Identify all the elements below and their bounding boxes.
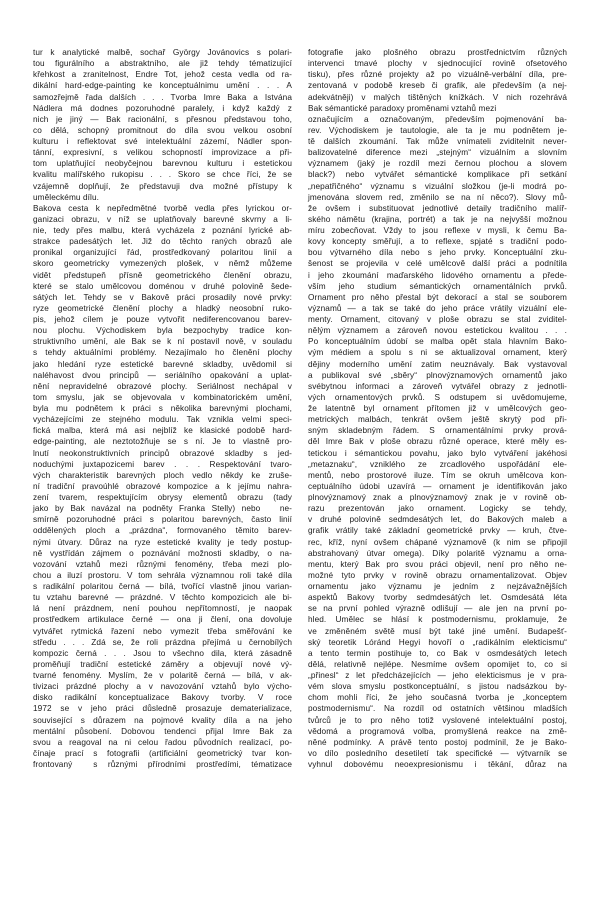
text-line: mentu, který Bak pro svou práci objevil, není pro něho ne- (308, 559, 567, 569)
text-line: jmenována slovem red, změnilo se na ní něco?). Slovy mů- (308, 192, 567, 202)
text-line: ní tradiční pravoúhlé obrazové kompozice a k jejímu nahra- (33, 481, 292, 491)
text-line: adekvátněji) v malých tištěných knížkách. V nich rozehrává (308, 92, 567, 102)
text-line: ve změněném světě musí být také jiné umění. Budapešť- (308, 626, 567, 636)
text-line: šenost se projevila v celé umělcově další práci a podnítila (308, 259, 567, 269)
text-line: vším jeho studium sémantických ornamentálních prvků. (308, 281, 567, 291)
text-line: které se stalo umělcovou doménou v druhé polovině šede- (33, 281, 292, 291)
text-line: chom mohli říci, že jeho současná tvorba je „konceptem (308, 693, 567, 703)
two-column-text-body (33, 47, 568, 770)
text-line: aspektů Bakovy tvorby sedmdesátých let. Osmdesátá léta (308, 593, 567, 603)
text-line: vidět předstupeň přísně geometrického členění obrazu, (33, 270, 292, 280)
text-line: Ornament pro něho přestal být dekorací a stal se souborem (308, 292, 567, 302)
text-line: oddělených ploch a „prázdna“, formovaného těmito barev- (33, 526, 292, 536)
text-line: dikální hard-edge-painting ke konceptuálnimu umění . . . A (33, 81, 292, 91)
text-line: tě dalších zkoumání. Tak může vnímateli zviditelnit never- (308, 137, 567, 146)
text-line: vých charakteristik barevných ploch vedlo někdy ke zruše- (33, 470, 292, 480)
text-line: kulturu i reflektovat své intelektuální zázemí, Nádler spon- (33, 137, 292, 146)
text-line: vycházejícími ze stejného modulu. Tak vznikla velmi speci- (33, 415, 292, 425)
text-column-left (33, 47, 292, 770)
text-line: ryze geometrické členění plochy a hladký neosobní ruko- (33, 303, 292, 313)
text-line: nich je jiný — Bak racionální, s přesnou představou toho, (33, 114, 292, 124)
text-line: významů — a tak se také do jeho práce vrátily vizuální ele- (308, 303, 567, 313)
text-line: kompozic černá . . . Jsou to všechno dila, která zásadně (33, 648, 292, 658)
text-line: ceptuálního údobi uzavírá — ornament je identifikován jako (308, 481, 567, 491)
text-line: edge-painting, ale neztotožňuje se s ní. Je to vlastně pro- (33, 437, 292, 447)
text-line: postmodernismu“. Na rozdíl od ostatních většinou mladších (308, 704, 567, 714)
text-line: rec, kříž, nyní ovšem chápané významově (k nim se připojil (308, 537, 567, 547)
text-line: hled. Umělec se hlásí k postmodernismu, proklamuje, že (308, 615, 567, 625)
text-line: pronikal organizující řád, prostředkovaný polaritou linií a (33, 248, 292, 258)
text-line: tivizaci prázdné plochy a v navozování vztahů bylo výcho- (33, 682, 292, 692)
text-line: noduchými juxtapozicemi barev . . . Respektování tvaro- (33, 459, 292, 469)
text-line: významem (jaký je rozdíl mezi černou plochou a slovem (308, 159, 567, 169)
text-line: „metaznaku“, vzniklého ze zrcadlového uspořádání ele- (308, 459, 567, 469)
text-line: razu prezentován jako ornament. Logicky se tehdy, (308, 504, 567, 514)
text-line: 1972 se v jeho práci důsledně prosazuje dematerializace, (33, 704, 292, 714)
text-line: ornamentu jako významu je jedním z nejzávažnějších (308, 582, 567, 591)
text-line: vytvářet rytmická řazení nebo vymezit třeba směřování ke (33, 626, 292, 636)
text-line: Bakova cesta k nepředmětné tvorbě vedla přes lyrickou or- (33, 203, 292, 213)
text-line: „přinesl“ z let předcházejících — jeho elekticismus je v pra- (308, 671, 567, 680)
text-line: i jeho zkoumání maďarského lidového ornamentu a přede- (308, 270, 567, 280)
text-line: pis, jehož cílem je pouze vytvořit nediferencovanou barev- (33, 315, 292, 324)
text-line: vědomá a programová volba, promyšlená reakce na změ- (308, 726, 567, 736)
text-line: jako hledání ryze estetické barevné skladby, uvědomil si (33, 359, 292, 369)
text-line: disko radikální konceptualizace Bakovy tvorby. V roce (33, 693, 292, 703)
text-line: lnutí neokonstruktivních principů obrazové skladby s jed- (33, 448, 292, 458)
text-line: související s důrazem na pojmové kvality díla a na jeho (33, 715, 292, 725)
text-line: lá není prázdnem, není pouhou nepřítomností, je naopak (33, 604, 292, 614)
text-line: ně vystřídán zájmem o poznávání možnosti skladby, o na- (33, 548, 292, 558)
text-line: tetickou i sémantickou povahu, jako bylo vytváření jakéhosi (308, 448, 567, 458)
text-line: s radikální polaritou černá — bílá, tvořící vlastně jinou varian- (33, 582, 292, 591)
text-line: naléhavost dvou principů — seriálního opakování a uplat- (33, 370, 292, 380)
text-line: jako by Bak navázal na podněty Franka Stelly) nebo ne- (33, 504, 292, 514)
text-line: vzájemně doplňují, že představuji dva možné přístupy k (33, 181, 292, 191)
text-line: děl Imre Bak v ploše obrazu různé operace, které měly es- (308, 437, 567, 447)
text-line: ského námětu (krajina, portrét) a tak je na nejvyšší možnou (308, 214, 567, 224)
text-line: vých ornamentových prvků. S odstupem si uvědomujeme, (308, 392, 567, 402)
text-line: že ovšem i substituovat jednotlivé detaily tradičního malíř- (308, 203, 567, 213)
text-line: tom smyslu, jak se objevovala v kombinatorickém umění, (33, 392, 292, 402)
text-line: zentovaná v podobě kreseb či grafik, ale především (a nej- (308, 81, 567, 91)
text-line: ganizaci obrazu, v níž se uplatňovaly barevné skvrny a li- (33, 214, 292, 224)
text-line: míru zobecňovat. Vždy to jsou reflexe v mysli, k čemu Ba- (308, 226, 567, 235)
text-line: středu . . . Zdá se, že roli prázdna přejímá u černobílých (33, 637, 292, 647)
text-line: sátých let. Tehdy se v Bakově práci prosadily nové prvky: (33, 292, 292, 302)
text-line: fotografie jako plošného obrazu prostřednictvím různých (308, 48, 567, 57)
text-line: tánní, expresivní, s velikou schopností improvizace a při- (33, 148, 292, 158)
text-line: prostředkem artikulace černé — ona ji člení, ona dovoluje (33, 615, 292, 625)
text-line: proměňují tradiční estetické záměry a objevují nové vý- (33, 659, 292, 669)
text-line: rev. Východiskem je tautologie, ale ta je mu podnětem je- (308, 125, 567, 135)
text-line: Po konceptuálním údobí se malba opět stala hlavním Bako- (308, 337, 567, 347)
text-line: kvalitu malířského rukopisu . . . Skoro se chce říci, že se (33, 170, 292, 180)
text-line: byla mu podnětem k práci s několika barevnými plochami, (33, 404, 292, 413)
text-line: svébytnou informaci a zároveň vytvářel obrazy z jednotli- (308, 381, 567, 391)
text-line: samozřejmě řada dalších . . . Tvorba Imre Baka a Istvána (33, 92, 292, 102)
text-line: tu vztahu barevné — prázdné. V těchto kompozicich ale bi- (33, 593, 292, 603)
text-line: s tehdy aktuálními problémy. Nezajímalo ho členění plochy (33, 348, 292, 358)
text-line: tom uplatňující neobyčejnou barevnou kulturu i estetickou (33, 159, 292, 169)
text-line: frontovaný s různými přírodními prostředími, tématizace (33, 760, 292, 769)
text-line: dějiny moderního umění zatim neuznávaly. Bak vystavoval (308, 359, 567, 369)
text-line: vo dílo posledního desetiletí tak specifické — výtvarník se (308, 748, 567, 758)
text-line: menty. Ornament, citovaný v ploše obrazu se stal zviditel- (308, 315, 567, 324)
text-line: vozování vztahů mezi různými fenomény, třeba mezi plo- (33, 559, 292, 569)
text-line: nie, tedy přes malbu, která vycházela z poznání lyrické ab- (33, 226, 292, 235)
text-line: black?) nebo vytvářet sémantické komplikace při setkání (308, 170, 567, 180)
text-line: nění nepravidelné obrazové plochy. Seriálnost nechápal v (33, 381, 292, 391)
text-line: mentů, nebo prostorové iluze. Tím se okruh umělcova kon- (308, 470, 567, 480)
text-line: smírně pozoruhodné práci s polaritou barevných, často linií (33, 515, 292, 525)
text-line: zení tvarem, respektujícím obrysy elementů obrazu (tady (33, 493, 292, 502)
text-line: označujícím a označovaným, především pojmenování ba- (308, 114, 567, 124)
text-line: Bak sémantické paradoxy proměnami vztahů mezi (308, 103, 497, 113)
text-line: bou výtvarného díla nebo s jeho prvky. Konceptuální zku- (308, 248, 567, 258)
text-line: mentální působení. Dobovou tendenci přijal Imre Bak za (33, 726, 292, 736)
text-line: se na první pohled výrazně odlišují — ale jen na první po- (308, 604, 567, 614)
text-line: „nepatřičného“ významu s vizuální složkou (je-li modrá po- (308, 181, 567, 191)
text-line: sným skladebným řádem. S ornamentálními prvky prová- (308, 426, 567, 436)
text-line: vyhnul dobovému neoexpresionismu i těkání, důraz na (308, 760, 567, 769)
text-line: dělá, relativně nejlépe. Nesmíme ovšem opomijet to, co si (308, 659, 567, 669)
text-line: kovy koncepty směřují, a to reflexe, spjaté s tradiční podo- (308, 237, 567, 247)
text-line: tisku), přes různé projekty až po vizuálně-verbální díla, pre- (308, 70, 567, 80)
text-line: něné podmínky. A právě tento postoj podmínil, že je Bako- (308, 737, 567, 747)
text-column-right (308, 47, 567, 770)
text-line: metrických malbách, tenkrát ovšem ještě skrytý pod při- (308, 415, 567, 425)
text-line: fická malba, která má asi nejblíž ke klasické podobě hard- (33, 426, 292, 436)
text-line: tou figurálního a abstraktního, ale již tehdy tématizující (33, 59, 292, 69)
text-line: grafik vrátily také základní geometrické prvky — kruh, čtve- (308, 526, 567, 536)
text-line: křehkost a zranitelnost, Endre Tot, jehož cesta vedla od ra- (33, 70, 292, 80)
text-line: nou plochu. Východiskem byla bezpochyby tradice kon- (33, 326, 292, 336)
text-line: a tento termin postihuje to, co Bak v osmdesátých letech (308, 648, 567, 658)
text-line: že latentně byl ornament přítomen již v umělcových geo- (308, 404, 567, 413)
text-line: vým médiem a spolu s ni se aktualizoval ornament, který (308, 348, 567, 358)
text-line: možné tyto prvky v rovině obrazu ornamentalizovat. Objev (308, 570, 567, 580)
text-line: struktivního umění, ale Bak se k ní postavil nově, v souladu (33, 337, 292, 347)
text-line: co dělá, schopný promitnout do díla svou velkou osobní (33, 125, 292, 135)
text-line: vém slova smyslu postkonceptuální, s jistou nadsázkou by- (308, 682, 567, 692)
body-text-right (308, 47, 567, 770)
text-line: uměleckému dílu. (33, 192, 100, 202)
text-line: a publikoval své „sběry“ plnovýznamových ornamentů jako (308, 370, 567, 380)
text-line: chou a iluzí prostoru. V tom sehrála významnou roli také díla (33, 570, 292, 580)
text-line: abstrahovaný útvar omega). Díky polaritě významu a orna- (308, 548, 567, 558)
text-line: tvůrců je to pro něho totiž vyslovené intelektuální postoj, (308, 715, 567, 725)
text-line: intervenci tmavé plochy v sjednocující rovině ofsetového (308, 59, 567, 69)
text-line: tur k analytické malbě, sochař György Jovánovics s polari- (33, 48, 292, 57)
text-line: balizovatelné diference mezi „stejným“ vizuálním a slovním (308, 148, 567, 158)
text-line: skoro geometricky vymezených plošek, v němž můžeme (33, 259, 292, 269)
text-line: nělým významem a zároveň novou estetickou kvalitou . . . (308, 326, 567, 336)
text-line: strakce padesátých let. Již do těchto raných obrazů ale (33, 237, 292, 247)
text-line: plnovýznamový znak a plnovýznamový znak je v rovině ob- (308, 493, 567, 502)
text-line: v druhé polovině sedmdesátých let, do Bakových maleb a (308, 515, 567, 525)
text-line: Nádlera má dodnes pozoruhodné paralely, i když každý z (33, 103, 292, 113)
text-line: nými útvary. Důraz na ryze estetické kvality je tedy postup- (33, 537, 292, 547)
text-line: svou a reagoval na ni celou řadou původních realizací, po- (33, 737, 292, 747)
text-line: tvarné fenomény. Myslím, že v polaritě černá — bílá, v ak- (33, 671, 292, 680)
text-line: ský teoretik Lóránd Hegyi hovoří o „radikálním elekticismu“ (308, 637, 567, 647)
text-line: čínaje prací s fotografii (artificiální geometrický tvar kon- (33, 748, 292, 758)
body-text-left (33, 47, 292, 770)
